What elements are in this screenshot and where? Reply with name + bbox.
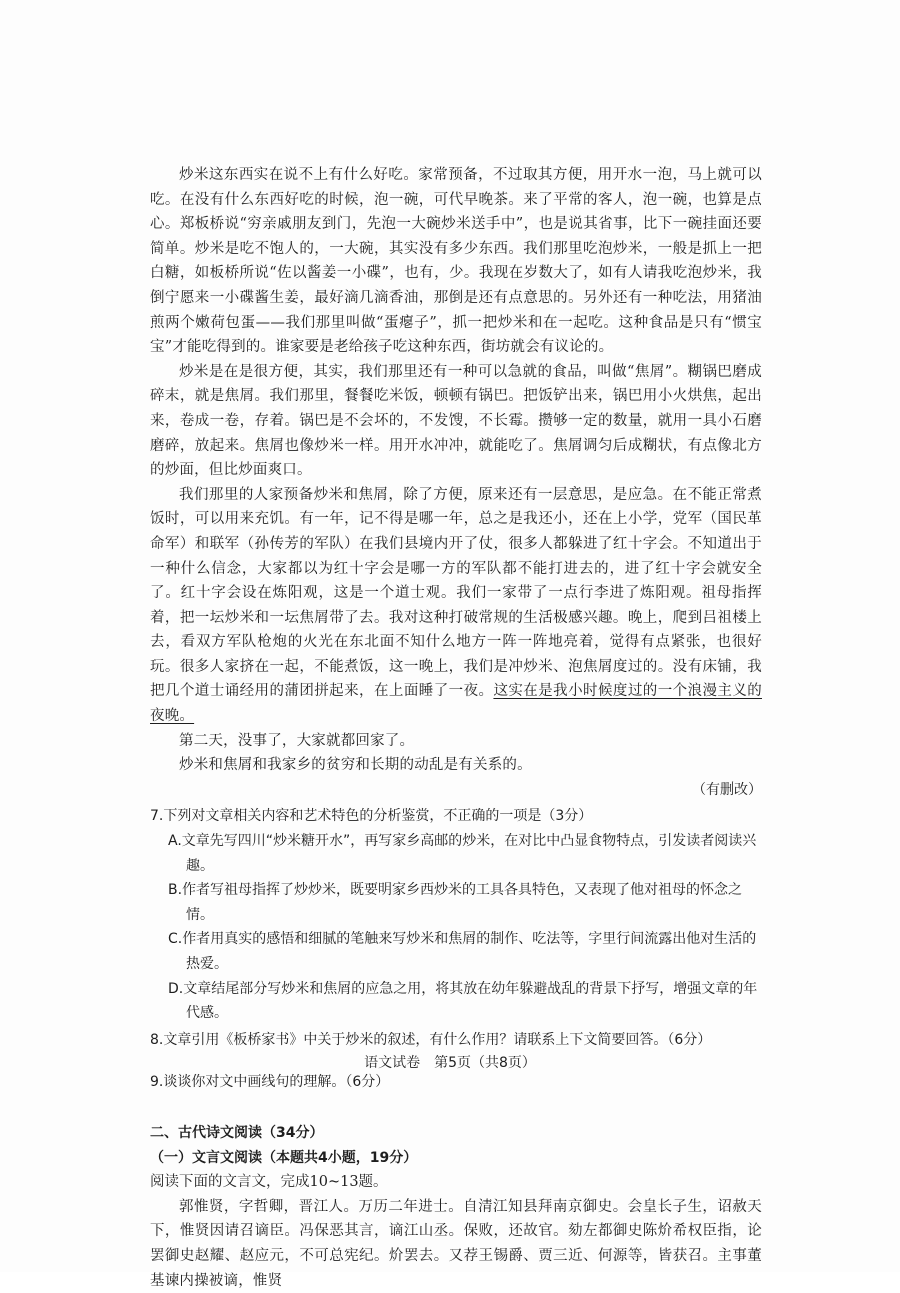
passage-paragraph-1: 炒米这东西实在说不上有什么好吃。家常预备，不过取其方便，用开水一泡，马上就可以吃。在没有什么东西好吃的时候，泡一碗，可代早晚茶。来了平常的客人，泡一碗，也算是点心。郑板桥说“穷亲戚朋友到门，先泡一大碗炒米送手中”，也是说其省事，比下一碗挂面还要简单。炒米是吃不饱人的，一大碗，其实没有多少东西。我们那里吃泡炒米，一般是抓上一把白糖，如板桥所说“佐以酱姜一小碟”，也有，少。我现在岁数大了，如有人请我吃泡炒米，我倒宁愿来一小碟酱生姜，最好滴几滴香油，那倒是还有点意思的。另外还有一种吃法，用猪油煎两个嫩荷包蛋——我们那里叫做“蛋瘪子”，抓一把炒米和在一起吃。这种食品是只有“惯宝宝”才能吃得到的。谁家要是老给孩子吃这种东西，街坊就会有议论的。 (150, 167, 762, 356)
section-2-subtitle: （一）文言文阅读（本题共4小题，19分） (150, 1149, 418, 1166)
page-footer: 语文试卷 第5页（共8页） (364, 1055, 536, 1071)
section-2-title: 二、古代诗文阅读（34分） (150, 1124, 324, 1141)
page-content (150, 163, 762, 1293)
passage-paragraph-3 (150, 483, 762, 729)
passage-paragraph-5: 炒米和焦屑和我家乡的贫穷和长期的动乱是有关系的。 (179, 757, 532, 774)
question-9: 9.谈谈你对文中画线句的理解。（6分） (150, 1074, 390, 1091)
classical-text: 郭惟贤，字哲卿，晋江人。万历二年进士。自清江知县拜南京御史。会皇长子生，诏赦天下，惟贤因请召谪臣。冯保恶其言，谪江山丞。保败，还故官。劾左都御史陈炌希权臣指，论罢御史赵耀、赵应元，不可总宪纪。炌罢去。又荐王锡爵、贾三近、何源等，皆获召。主事董基谏内操被谪，惟贤 (150, 1198, 762, 1289)
passage-paragraph-3-text: 我们那里的人家预备炒米和焦屑，除了方便，原来还有一层意思，是应急。在不能正常煮饭时，可以用来充饥。有一年，记不得是哪一年，总之是我还小，还在上小学，党军（国民革命军）和联军（孙传芳的军队）在我们县境内开了仗，很多人都躲进了红十字会。不知道出于一种什么信念，大家都以为红十字会是哪一方的军队都不能打进去的，进了红十字会就安全了。红十字会设在炼阳观，这是一个道士观。我们一家带了一点行李进了炼阳观。祖母指挥着，把一坛炒米和一坛焦屑带了去。我对这种打破常规的生活极感兴趣。晚上，爬到吕祖楼上去，看双方军队枪炮的火光在东北面不知什么地方一阵一阵地亮着，觉得有点紧张，也很好玩。很多人家挤在一起，不能煮饭，这一晚上，我们是冲炒米、泡焦屑度过的。没有床铺，我把几个道士诵经用的蒲团拼起来，在上面睡了一夜。 (150, 486, 762, 700)
question-7-option-a: A.文章先写四川“炒米糖开水”，再写家乡高邮的炒米，在对比中凸显食物特点，引发读者阅读兴趣。 (168, 833, 757, 874)
question-7-option-d: D.文章结尾部分写炒米和焦屑的应急之用，将其放在幼年躲避战乱的背景下抒写，增强文章的年代感。 (168, 980, 758, 1022)
underlined-sentence: 这实在是我小时候度过的一个浪漫主义的夜晚。 (150, 683, 762, 725)
passage-paragraph-2: 炒米是在是很方便，其实，我们那里还有一种可以急就的食品，叫做“焦屑”。糊锅巴磨成碎末，就是焦屑。我们那里，餐餐吃米饭，顿顿有锅巴。把饭铲出来，锅巴用小火烘焦，起出来，卷成一卷，存着。锅巴是不会坏的，不发馊，不长霉。攒够一定的数量，就用一具小石磨磨碎，放起来。焦屑也像炒米一样。用开水冲冲，就能吃了。焦屑调匀后成糊状，有点像北方的炒面，但比炒面爽口。 (150, 363, 762, 479)
passage-paragraph-4: 第二天，没事了，大家就都回家了。 (179, 732, 415, 749)
question-7-option-c: C.作者用真实的感悟和细腻的笔触来写炒米和焦屑的制作、吃法等，字里行间流露出他对生活的热爱。 (168, 931, 757, 972)
source-note: （有删改） (692, 781, 762, 798)
question-7-option-b: B.作者写祖母指挥了炒炒米，既要明家乡西炒米的工具各具特色，又表现了他对祖母的怀念之情。 (168, 882, 743, 923)
question-7-stem: 7.下列对文章相关内容和艺术特色的分析鉴赏，不正确的一项是（3分） (150, 808, 593, 825)
section-2-instruction: 阅读下面的文言文，完成10~13题。 (150, 1174, 388, 1191)
answer-space (150, 1095, 762, 1121)
question-8: 8.文章引用《板桥家书》中关于炒米的叙述，有什么作用？请联系上下文简要回答。（6分） (150, 1031, 712, 1048)
